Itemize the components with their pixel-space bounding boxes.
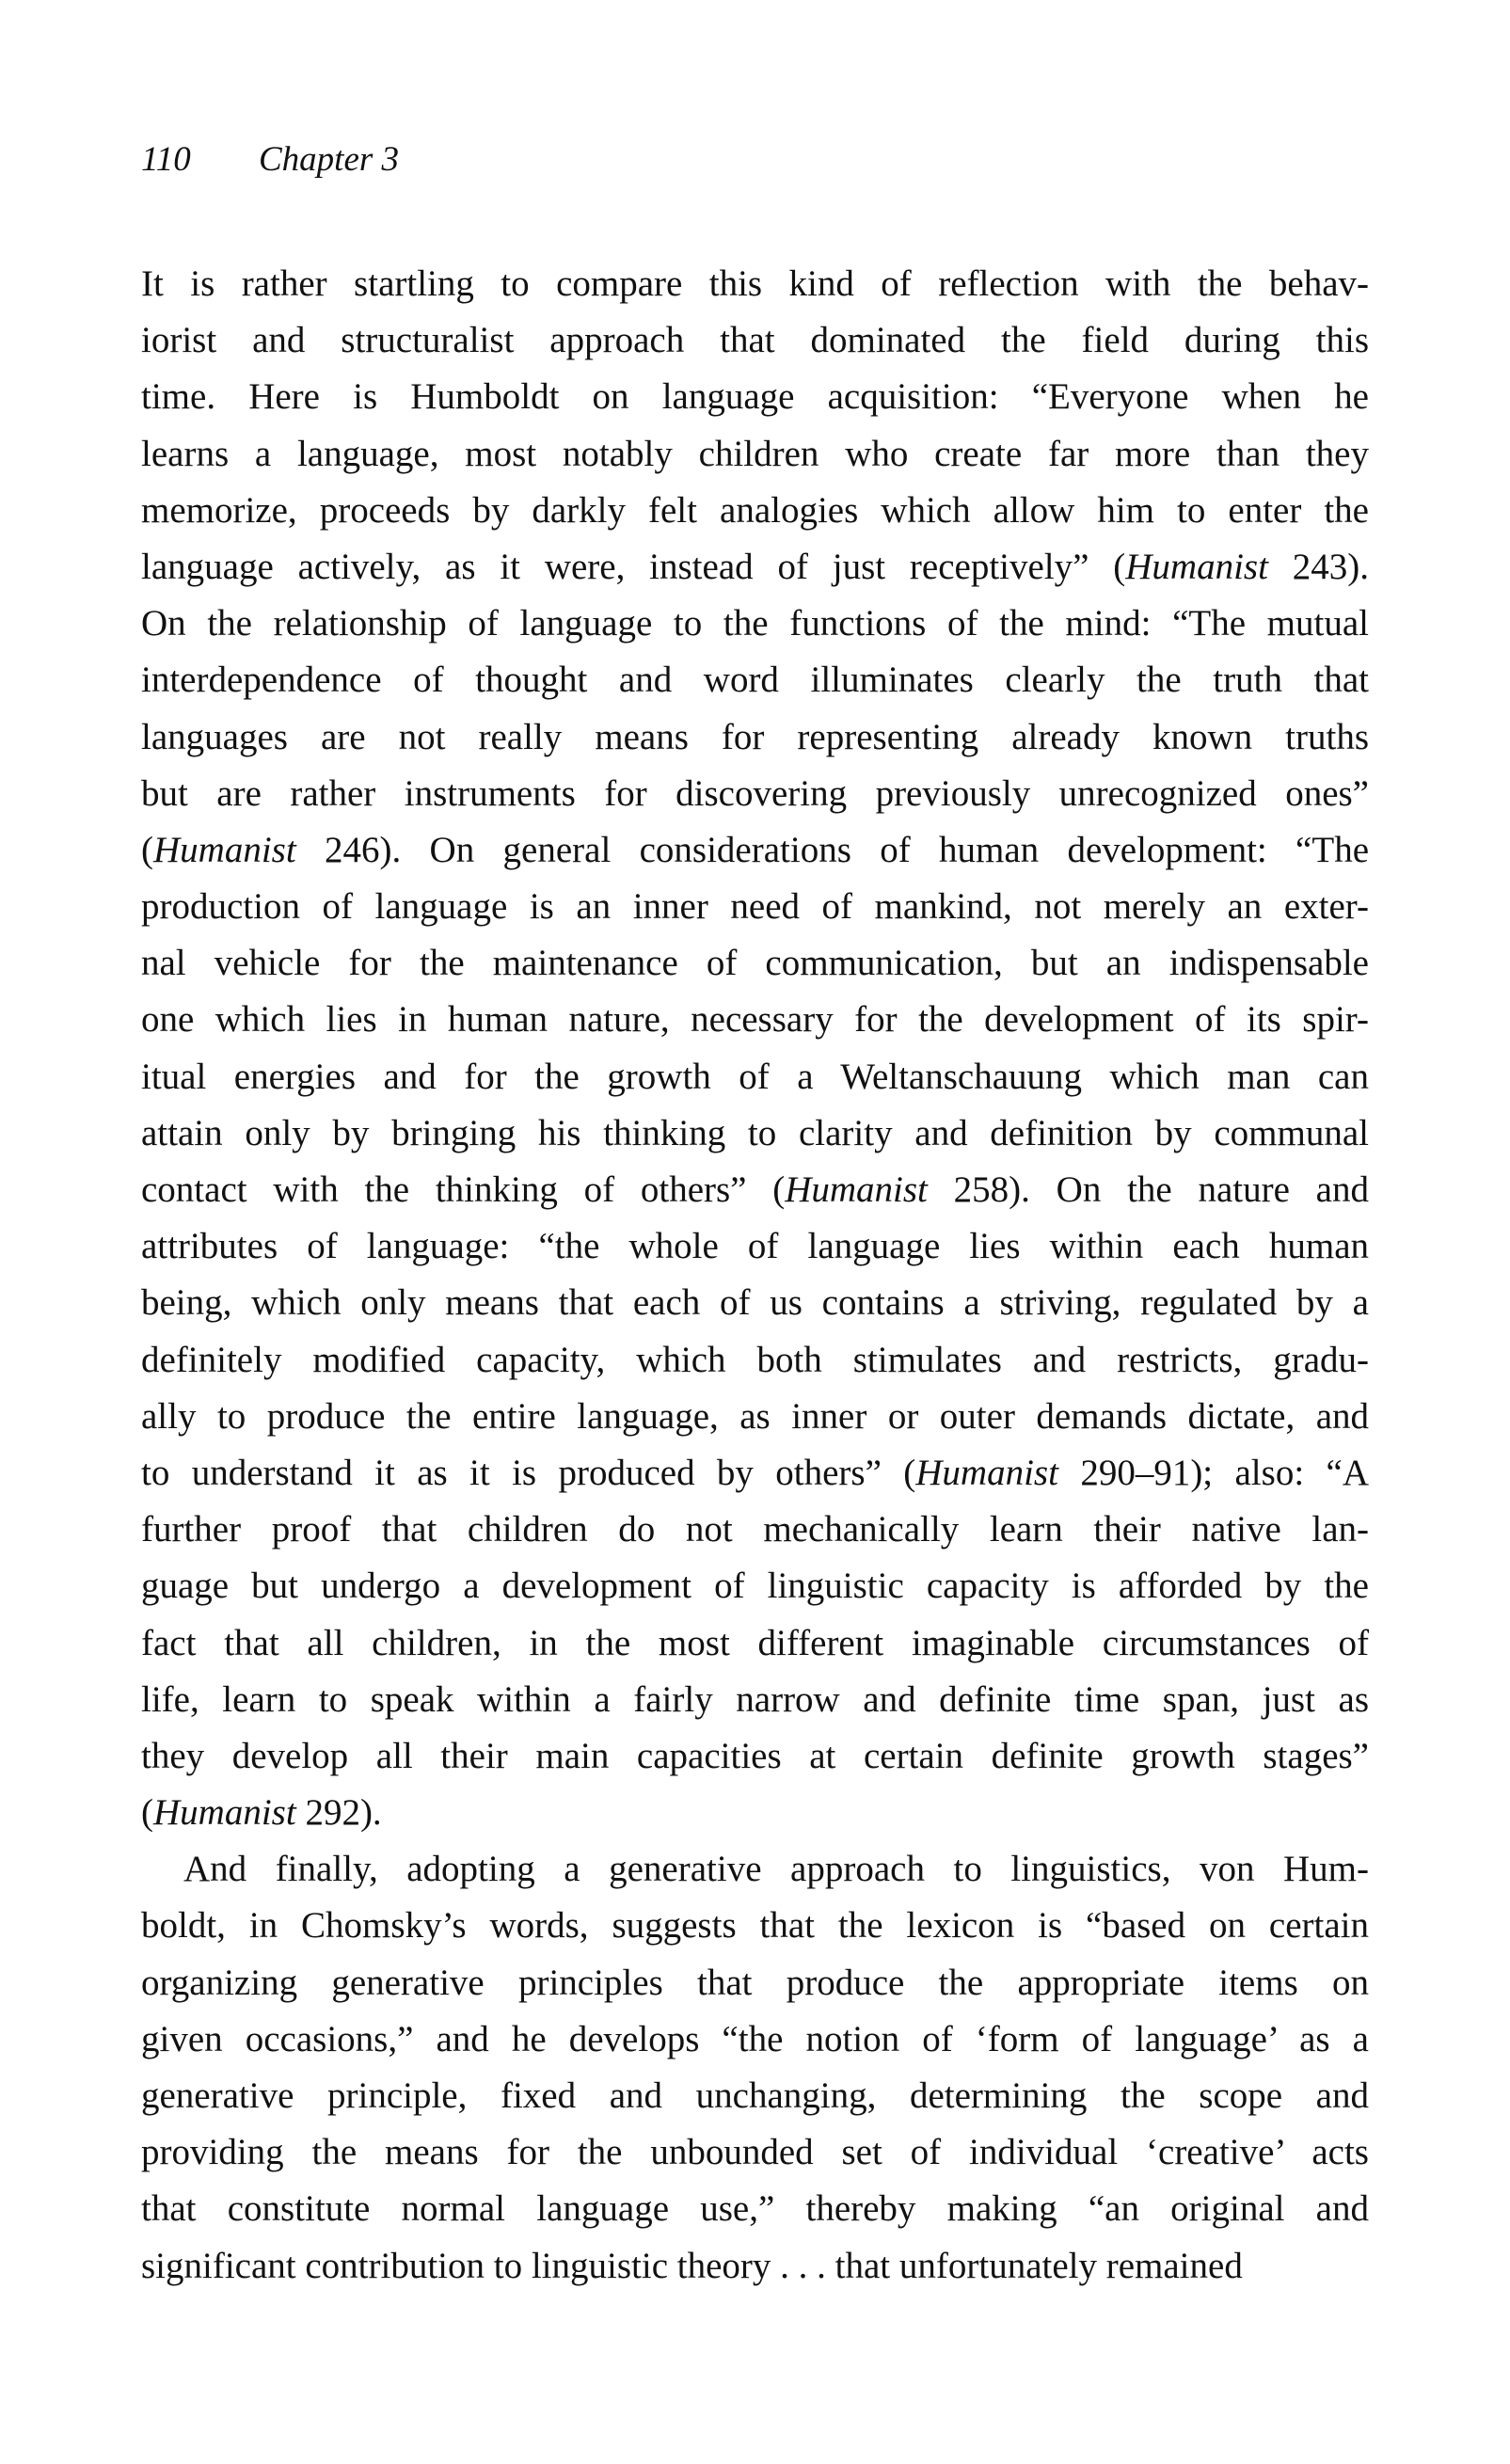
text-line bbox=[141, 256, 1369, 312]
text-line bbox=[141, 1049, 1369, 1105]
text-run: 246). On general considerations of human development: “The bbox=[295, 829, 1369, 870]
text-line bbox=[141, 596, 1369, 652]
text-line bbox=[141, 483, 1369, 539]
text-run: but are rather instruments for discovering previously unrecognized ones” bbox=[141, 772, 1369, 814]
text-line bbox=[141, 1615, 1369, 1672]
text-run: life, learn to speak within a fairly narrow and definite time span, just as bbox=[141, 1678, 1369, 1720]
text-run: 290–91); also: “A bbox=[1057, 1452, 1369, 1493]
text-line bbox=[141, 992, 1369, 1048]
text-run: On the relationship of language to the functions of the mind: “The mutual bbox=[141, 603, 1369, 644]
text-line bbox=[141, 879, 1369, 935]
running-head bbox=[141, 132, 399, 188]
text-run: itual energies and for the growth of a Weltanschauung which man can bbox=[141, 1056, 1369, 1097]
text-line bbox=[141, 1275, 1369, 1331]
text-line bbox=[141, 1785, 1369, 1841]
text-line bbox=[141, 1445, 1369, 1502]
text-line bbox=[141, 2011, 1369, 2068]
paragraph bbox=[141, 256, 1369, 1841]
body-text bbox=[141, 256, 1369, 2295]
text-run: given occasions,” and he develops “the notion of ‘form of language’ as a bbox=[141, 2018, 1369, 2059]
text-run: iorist and structuralist approach that dominated the field during this bbox=[141, 320, 1369, 361]
text-run: 258). On the nature and bbox=[927, 1169, 1369, 1210]
text-run: further proof that children do not mechanically learn their native lan- bbox=[141, 1509, 1369, 1550]
text-run: attain only by bringing his thinking to clarity and definition by communal bbox=[141, 1112, 1369, 1153]
text-line bbox=[141, 539, 1369, 596]
text-line bbox=[141, 312, 1369, 369]
text-run: contact with the thinking of others” ( bbox=[141, 1169, 786, 1210]
text-line bbox=[141, 1898, 1369, 1954]
italic-title: Humanist bbox=[785, 1169, 928, 1210]
text-line bbox=[141, 709, 1369, 766]
text-run: It is rather startling to compare this kind of reflection with the behav- bbox=[141, 263, 1369, 304]
text-line bbox=[141, 1332, 1369, 1389]
text-run: to understand it as it is produced by others” ( bbox=[141, 1452, 916, 1493]
text-run: that constitute normal language use,” thereby making “an original and bbox=[141, 2188, 1369, 2230]
page-number: 110 bbox=[141, 140, 191, 179]
text-run: attributes of language: “the whole of language lies within each human bbox=[141, 1226, 1369, 1267]
text-run: significant contribution to linguistic theory . . . that unfortunately remained bbox=[141, 2245, 1243, 2286]
text-run: time. Here is Humboldt on language acquisition: “Everyone when he bbox=[141, 376, 1369, 418]
text-line bbox=[141, 1502, 1369, 1558]
text-run: fact that all children, in the most different imaginable circumstances of bbox=[141, 1622, 1369, 1663]
text-run: ( bbox=[141, 1792, 153, 1834]
italic-title: Humanist bbox=[153, 1792, 296, 1834]
text-line bbox=[141, 1955, 1369, 2011]
text-run: 243). bbox=[1267, 546, 1369, 587]
text-line bbox=[141, 426, 1369, 483]
chapter-title: Chapter 3 bbox=[259, 140, 400, 179]
text-run: interdependence of thought and word illuminates clearly the truth that bbox=[141, 660, 1369, 701]
text-line bbox=[141, 1389, 1369, 1445]
text-line bbox=[141, 1728, 1369, 1785]
text-run: being, which only means that each of us contains a striving, regulated by a bbox=[141, 1282, 1369, 1324]
text-run: boldt, in Chomsky’s words, suggests that the lexicon is “based on certain bbox=[141, 1905, 1369, 1947]
text-line bbox=[141, 822, 1369, 879]
text-line bbox=[141, 1105, 1369, 1162]
text-run: definitely modified capacity, which both stimulates and restricts, gradu- bbox=[141, 1339, 1369, 1380]
text-run: they develop all their main capacities at certain definite growth stages” bbox=[141, 1735, 1369, 1776]
text-line bbox=[141, 1672, 1369, 1728]
text-line bbox=[141, 2238, 1369, 2295]
text-run: generative principle, fixed and unchanging, determining the scope and bbox=[141, 2075, 1369, 2116]
text-run: language actively, as it were, instead of just receptively” ( bbox=[141, 546, 1126, 587]
italic-title: Humanist bbox=[1125, 546, 1268, 587]
text-line bbox=[141, 2068, 1369, 2124]
text-run: guage but undergo a development of linguistic capacity is afforded by the bbox=[141, 1566, 1369, 1607]
text-line bbox=[141, 2181, 1369, 2237]
text-run: ally to produce the entire language, as inner or outer demands dictate, and bbox=[141, 1395, 1369, 1437]
text-run: production of language is an inner need of mankind, not merely an exter- bbox=[141, 886, 1369, 928]
text-run: memorize, proceeds by darkly felt analogies which allow him to enter the bbox=[141, 489, 1369, 531]
text-run: languages are not really means for representing already known truths bbox=[141, 716, 1369, 757]
text-line bbox=[141, 766, 1369, 822]
text-line bbox=[141, 1558, 1369, 1614]
text-run: learns a language, most notably children who create far more than they bbox=[141, 433, 1369, 474]
text-run: organizing generative principles that produce the appropriate items on bbox=[141, 1962, 1369, 2003]
text-run: one which lies in human nature, necessary for the development of its spir- bbox=[141, 999, 1369, 1041]
text-run: 292). bbox=[295, 1792, 382, 1834]
text-line bbox=[141, 369, 1369, 425]
text-line bbox=[141, 652, 1369, 708]
text-line bbox=[141, 2124, 1369, 2181]
text-run: ( bbox=[141, 829, 153, 870]
italic-title: Humanist bbox=[915, 1452, 1058, 1493]
text-line bbox=[141, 1841, 1369, 1898]
text-run: nal vehicle for the maintenance of communication, but an indispensable bbox=[141, 943, 1369, 984]
text-line bbox=[141, 935, 1369, 992]
paragraph bbox=[141, 1841, 1369, 2295]
text-run: providing the means for the unbounded set of individual ‘creative’ acts bbox=[141, 2132, 1369, 2173]
italic-title: Humanist bbox=[153, 829, 296, 870]
text-line bbox=[141, 1218, 1369, 1275]
text-run: And finally, adopting a generative approach to linguistics, von Hum- bbox=[183, 1849, 1369, 1890]
text-line bbox=[141, 1162, 1369, 1218]
